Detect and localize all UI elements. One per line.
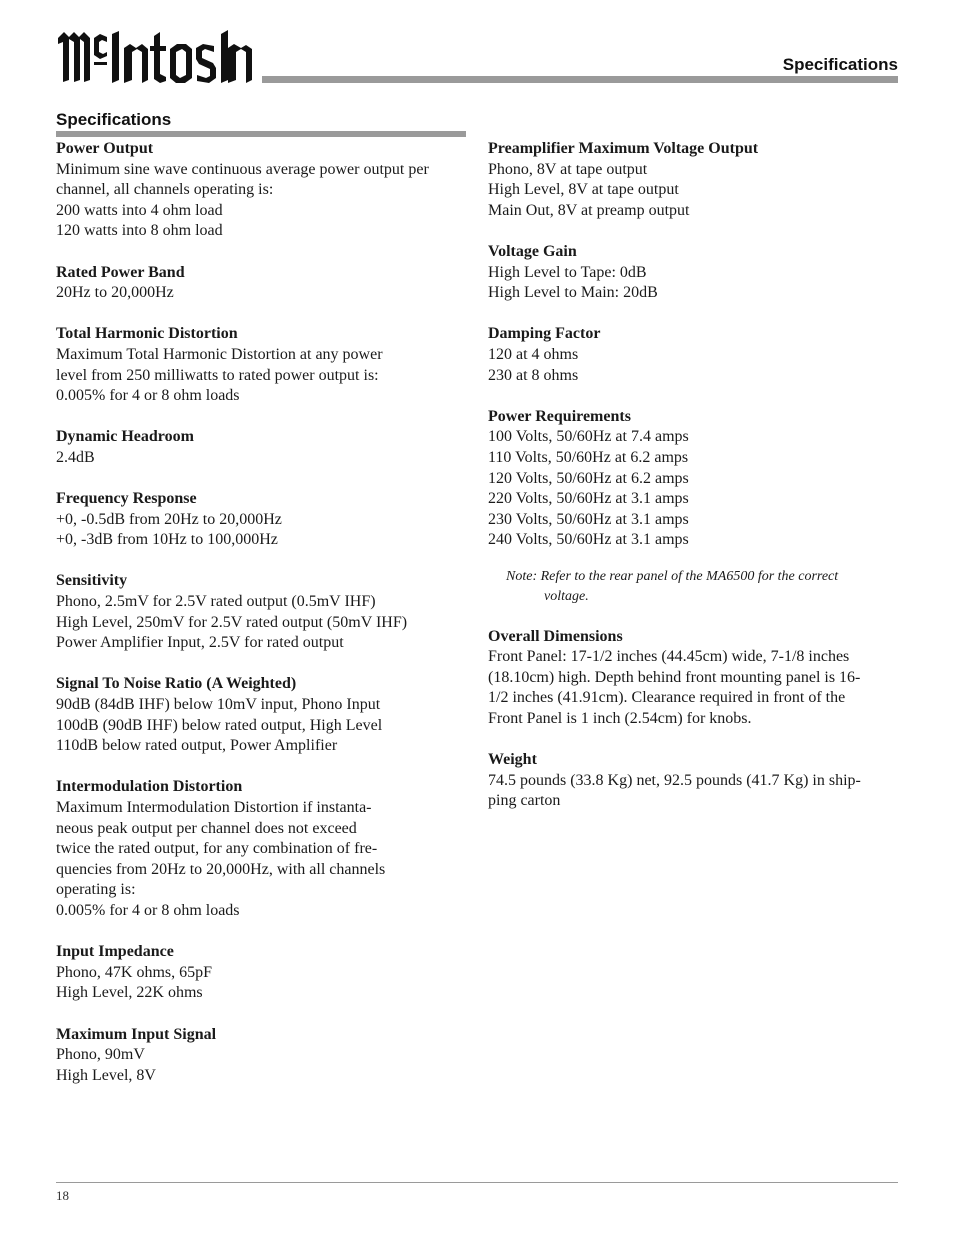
spec-block <box>56 489 466 551</box>
voltage-note <box>506 567 898 606</box>
spec-line: 100dB (90dB IHF) below rated output, High Level <box>56 716 383 734</box>
spec-block <box>488 139 898 221</box>
spec-heading: Rated Power Band <box>56 263 185 281</box>
spec-line: Front Panel: 17-1/2 inches (44.45cm) wide, 7-1/8 inches <box>488 648 850 666</box>
note-line: Note: Refer to the rear panel of the MA6500 for the correct <box>506 569 839 585</box>
spec-line: 2.4dB <box>56 448 95 466</box>
spec-line: 0.005% for 4 or 8 ohm loads <box>56 387 240 405</box>
spec-block <box>56 777 466 921</box>
note-line: voltage. <box>544 589 589 605</box>
spec-heading: Dynamic Headroom <box>56 428 194 446</box>
spec-heading: Sensitivity <box>56 572 128 590</box>
spec-heading: Voltage Gain <box>488 242 577 260</box>
spec-line: 110dB below rated output, Power Amplifier <box>56 737 338 755</box>
spec-line: 230 at 8 ohms <box>488 366 579 384</box>
spec-block <box>56 427 466 468</box>
footer-rule <box>56 1182 898 1183</box>
spec-block <box>488 407 898 551</box>
spec-line: Front Panel is 1 inch (2.54cm) for knobs. <box>488 710 752 728</box>
header-rule <box>262 76 898 83</box>
spec-line: 90dB (84dB IHF) below 10mV input, Phono Input <box>56 696 381 714</box>
right-column <box>488 139 898 833</box>
spec-line: Phono, 8V at tape output <box>488 160 648 178</box>
spec-line: 220 Volts, 50/60Hz at 3.1 amps <box>488 490 689 508</box>
mcintosh-logo <box>56 28 260 86</box>
spec-block <box>56 263 466 304</box>
spec-line: Maximum Total Harmonic Distortion at any power <box>56 345 383 363</box>
spec-line: +0, -0.5dB from 20Hz to 20,000Hz <box>56 510 282 528</box>
spec-line: Phono, 2.5mV for 2.5V rated output (0.5mV IHF) <box>56 593 376 611</box>
spec-heading: Signal To Noise Ratio (A Weighted) <box>56 675 297 693</box>
spec-line: neous peak output per channel does not exceed <box>56 819 357 837</box>
section-rule <box>56 131 466 137</box>
spec-heading: Maximum Input Signal <box>56 1025 217 1043</box>
spec-line: High Level, 250mV for 2.5V rated output (50mV IHF) <box>56 613 408 631</box>
spec-block <box>56 139 466 242</box>
spec-line: 230 Volts, 50/60Hz at 3.1 amps <box>488 510 689 528</box>
spec-line: Main Out, 8V at preamp output <box>488 201 690 219</box>
page-header-title: Specifications <box>782 55 898 74</box>
spec-line: 0.005% for 4 or 8 ohm loads <box>56 901 240 919</box>
spec-line: 100 Volts, 50/60Hz at 7.4 amps <box>488 428 689 446</box>
spec-block <box>488 324 898 386</box>
spec-line: 200 watts into 4 ohm load <box>56 201 223 219</box>
spec-line: 20Hz to 20,000Hz <box>56 284 174 302</box>
spec-block <box>56 674 466 756</box>
spec-line: Phono, 90mV <box>56 1046 145 1064</box>
spec-line: Phono, 47K ohms, 65pF <box>56 963 213 981</box>
spec-line: level from 250 milliwatts to rated power output is: <box>56 366 379 384</box>
spec-heading: Overall Dimensions <box>488 627 623 645</box>
spec-line: 120 watts into 8 ohm load <box>56 222 223 240</box>
spec-line: twice the rated output, for any combination of fre- <box>56 840 378 858</box>
spec-line: ping carton <box>488 792 561 810</box>
spec-line: quencies from 20Hz to 20,000Hz, with all channels <box>56 860 386 878</box>
spec-line: +0, -3dB from 10Hz to 100,000Hz <box>56 531 278 549</box>
spec-line: Power Amplifier Input, 2.5V for rated output <box>56 634 344 652</box>
spec-heading: Intermodulation Distortion <box>56 778 243 796</box>
spec-heading: Power Output <box>56 140 154 157</box>
spec-line: 74.5 pounds (33.8 Kg) net, 92.5 pounds (41.7 Kg) in ship- <box>488 771 861 789</box>
spec-heading: Preamplifier Maximum Voltage Output <box>488 140 759 157</box>
left-column <box>56 139 466 1107</box>
spec-block <box>56 571 466 653</box>
spec-line: Minimum sine wave continuous average power output per <box>56 160 429 178</box>
spec-line: High Level, 8V at tape output <box>488 181 679 199</box>
spec-line: High Level, 8V <box>56 1066 156 1084</box>
spec-line: (18.10cm) high. Depth behind front mounting panel is 16- <box>488 668 861 686</box>
spec-heading: Damping Factor <box>488 325 601 343</box>
spec-block <box>56 1025 466 1087</box>
spec-line: operating is: <box>56 881 136 899</box>
spec-line: 240 Volts, 50/60Hz at 3.1 amps <box>488 531 689 549</box>
spec-line: High Level to Tape: 0dB <box>488 263 647 281</box>
spec-line: High Level, 22K ohms <box>56 984 203 1002</box>
spec-line: High Level to Main: 20dB <box>488 284 658 302</box>
spec-line: channel, all channels operating is: <box>56 181 274 199</box>
spec-line: 120 at 4 ohms <box>488 345 579 363</box>
page-number: 18 <box>56 1188 69 1203</box>
spec-heading: Power Requirements <box>488 407 631 425</box>
section-title: Specifications <box>56 110 172 129</box>
spec-block <box>56 942 466 1004</box>
spec-heading: Input Impedance <box>56 943 174 961</box>
spec-line: 1/2 inches (41.91cm). Clearance required in front of the <box>488 689 846 707</box>
spec-line: Maximum Intermodulation Distortion if instanta- <box>56 799 372 816</box>
spec-line: 110 Volts, 50/60Hz at 6.2 amps <box>488 448 689 466</box>
spec-heading: Frequency Response <box>56 490 197 508</box>
spec-line: 120 Volts, 50/60Hz at 6.2 amps <box>488 469 689 487</box>
spec-heading: Weight <box>488 751 537 769</box>
spec-block <box>488 627 898 730</box>
spec-block <box>488 242 898 304</box>
spec-block <box>56 324 466 406</box>
spec-heading: Total Harmonic Distortion <box>56 325 238 343</box>
spec-block <box>488 750 898 812</box>
